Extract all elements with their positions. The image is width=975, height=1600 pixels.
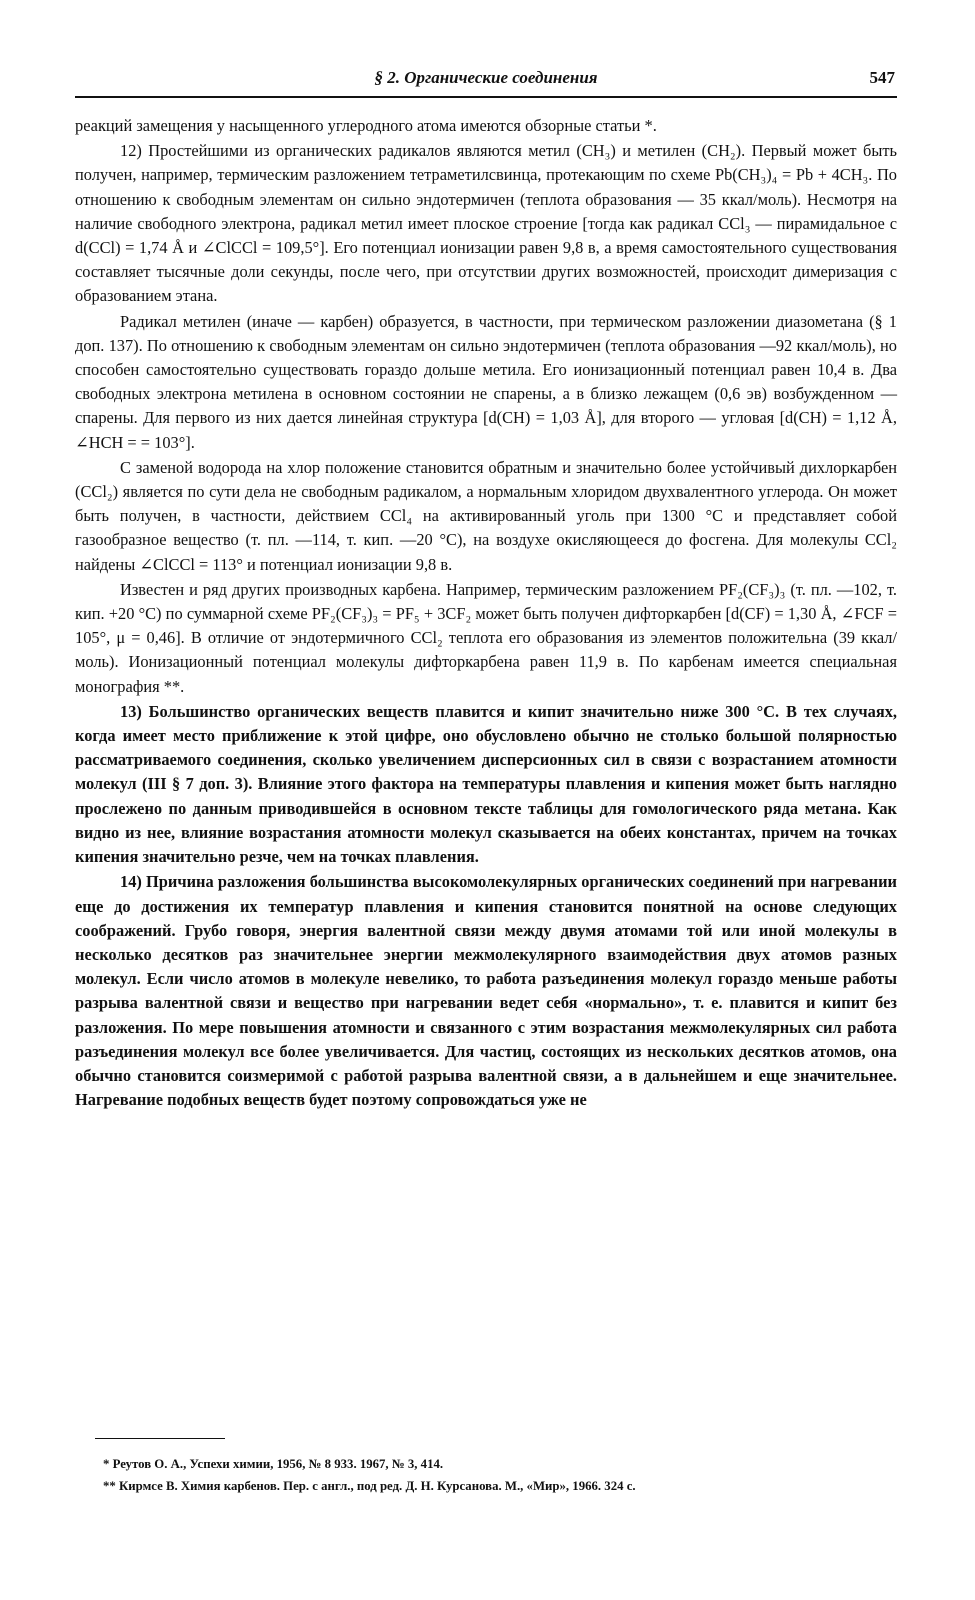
paragraph-methylene: Радикал метилен (иначе — карбен) образуется, в частности, при термическом разложении диазометана (§ 1 доп. 137). По отношению к свободным элементам он сильно эндотермичен (теплота образования —92 ккал/моль), но способен самостоятельно существовать гораздо дольше метила. Его ионизационный потенциал равен 10,4 в. Два свободных электрона метилена в основном состоянии не спарены, а в близко лежащем (0,6 эв) возбужденном — спарены. Для первого из них дается линейная структура [d(CH) = 1,03 Å], для второго — угловая [d(CH) = 1,12 Å, ∠HCH = = 103°]. bbox=[75, 311, 897, 452]
paragraph-note-13: 13) Большинство органических веществ плавится и кипит значительно ниже 300 °C. В тех случаях, когда имеет место приближение к этой цифре, оно обусловлено обычно не столько большой полярностью рассматриваемого соединения, сколько увеличением дисперсионных сил в связи с возрастанием атомности молекул (III § 7 доп. 3). Влияние этого фактора на температуры плавления и кипения может быть наглядно прослежено по данным приводившейся в основном тексте таблицы для гомологического ряда метана. Как видно из нее, влияние возрастания атомности молекул сказывается на обеих константах, причем на точках кипения значительно резче, чем на точках плавления. bbox=[75, 701, 897, 867]
page-number: 547 bbox=[869, 68, 895, 87]
page bbox=[75, 62, 897, 1112]
paragraph-note-14: 14) Причина разложения большинства высокомолекулярных органических соединений при нагревании еще до достижения их температур плавления и кипения становится понятной на основе следующих соображений. Грубо говоря, энергия валентной связи между двумя атомами той или иной молекулы в несколько десятков раз значительнее энергии межмолекулярного взаимодействия двух атомов разных молекул. Если число атомов в молекуле невелико, то работа разъединения молекул гораздо меньше работы разрыва валентной связи и вещество при нагревании ведет себя «нормально», т. е. плавится и кипит без разложения. По мере повышения атомности и связанного с этим возрастания межмолекулярных сил работа разъединения молекул все более увеличивается. Для частиц, состоящих из нескольких десятков атомов, она обычно становится соизмеримой с работой разрыва валентной связи, а в дальнейшем и еще значительнее. Нагревание подобных веществ будет поэтому сопровождаться уже не bbox=[75, 872, 897, 1110]
body-text bbox=[75, 114, 897, 1112]
running-header bbox=[75, 62, 897, 98]
paragraph-dichlorocarbene: С заменой водорода на хлор положение становится обратным и значительно более устойчивый дихлоркарбен (CCl₂) является по сути дела не свободным радикалом, а нормальным хлоридом двухвалентного углерода. Он может быть получен, в частности, действием CCl₄ на активированный уголь при 1300 °C и представляет собой газообразное вещество (т. пл. —114, т. кип. —20 °C), на воздухе окисляющееся до фосгена. Для молекулы CCl₂ найдены ∠ClCCl = 113° и потенциал ионизации 9,8 в. bbox=[75, 457, 897, 574]
paragraph-difluorocarbene: Известен и ряд других производных карбена. Например, термическим разложением PF₂(CF₃)₃ (т. пл. —102, т. кип. +20 °C) по суммарной схеме PF₂(CF₃)₃ = PF₅ + 3CF₂ может быть получен дифторкарбен [d(CF) = 1,30 Å, ∠FCF = 105°, μ = 0,46]. В отличие от эндотермичного CCl₂ теплота его образования из элементов положительна (39 ккал/моль). Ионизационный потенциал молекулы дифторкарбена равен 11,9 в. По карбенам имеется специальная монография **. bbox=[75, 579, 897, 696]
paragraph-note-12: 12) Простейшими из органических радикалов являются метил (CH₃) и метилен (CH₂). Первый может быть получен, например, термическим разложением тетраметилсвинца, протекающим по схеме Pb(CH₃)₄ = Pb + 4CH₃. По отношению к свободным элементам он сильно эндотермичен (теплота образования — 35 ккал/моль). Несмотря на наличие свободного электрона, радикал метил имеет плоское строение [тогда как радикал CCl₃ — пирамидальное с d(CCl) = 1,74 Å и ∠ClCCl = 109,5°]. Его потенциал ионизации равен 9,8 в, а время самостоятельного существования составляет тысячные доли секунды, после чего, при отсутствии других возможностей, происходит димеризация с образованием этана. bbox=[75, 141, 897, 306]
footnote-divider bbox=[95, 1438, 225, 1439]
footnotes bbox=[75, 1438, 897, 1497]
paragraph-continuation: реакций замещения у насыщенного углеродного атома имеются обзорные статьи *. bbox=[75, 116, 657, 135]
running-title: § 2. Органические соединения bbox=[374, 68, 598, 87]
footnote-1: * Реутов О. А., Успехи химии, 1956, № 8 933. 1967, № 3, 414. bbox=[103, 1457, 444, 1471]
footnote-2: ** Кирмсе В. Химия карбенов. Пер. с англ., под ред. Д. Н. Курсанова. М., «Мир», 1966. 324 с. bbox=[103, 1479, 636, 1493]
